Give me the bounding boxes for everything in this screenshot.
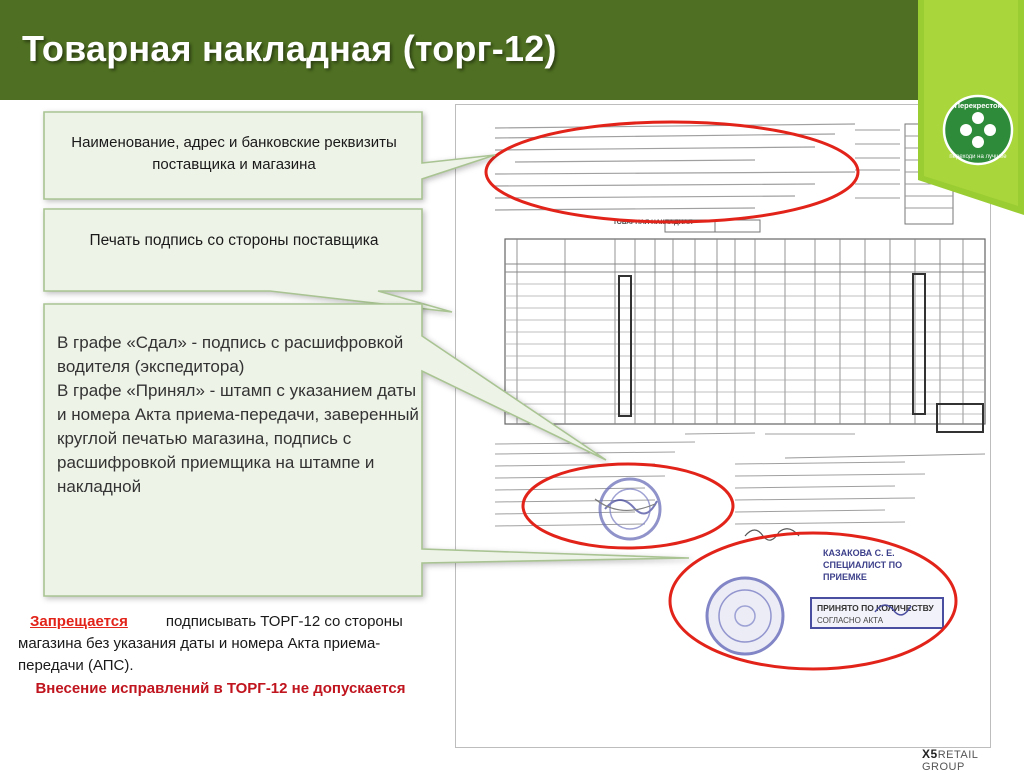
x5-retail-group-logo: X5RETAIL GROUP [922,747,978,773]
svg-text:СОГЛАСНО АКТА: СОГЛАСНО АКТА [817,616,884,625]
svg-text:Перекресток: Перекресток [954,101,1002,110]
warning-bold-note: Внесение исправлений в ТОРГ-12 не допускается [35,680,406,697]
callout-supplier-stamp-shape [44,209,452,312]
perekrestok-ribbon [918,0,1024,215]
warning-headline: Запрещается [30,613,128,630]
callout-supplier-details: Наименование, адрес и банковские реквизиты поставщика и магазина [71,134,397,173]
callout-columns-instruction: В графе «Сдал» - подпись с расшифровкой водителя (экспедитора) В графе «Принял» - штамп с указанием даты и номера Акта приема-передачи, заверенный круглой печатью магазина, подпись с расшифровкой приемщика на штампе и накладной [57,333,419,496]
slide-title: Товарная накладная (торг-12) [22,28,557,69]
svg-text:ТОВАРНАЯ НАКЛАДНАЯ: ТОВАРНАЯ НАКЛАДНАЯ [613,219,693,226]
warning-block [18,611,423,700]
svg-text:переходи на лучшее: переходи на лучшее [949,154,1007,160]
svg-text:ПРИЕМКЕ: ПРИЕМКЕ [823,572,867,582]
warning-text: подписывать ТОРГ-12 со стороны магазина без указания даты и номера Акта приема-передачи (АПС). [18,613,403,674]
svg-text:СПЕЦИАЛИСТ ПО: СПЕЦИАЛИСТ ПО [823,560,903,570]
svg-text:ПРИНЯТО ПО КОЛИЧЕСТВУ: ПРИНЯТО ПО КОЛИЧЕСТВУ [817,603,934,613]
svg-text:КАЗАКОВА С. Е.: КАЗАКОВА С. Е. [823,548,895,558]
callout-supplier-stamp: Печать подпись со стороны поставщика [89,232,379,249]
